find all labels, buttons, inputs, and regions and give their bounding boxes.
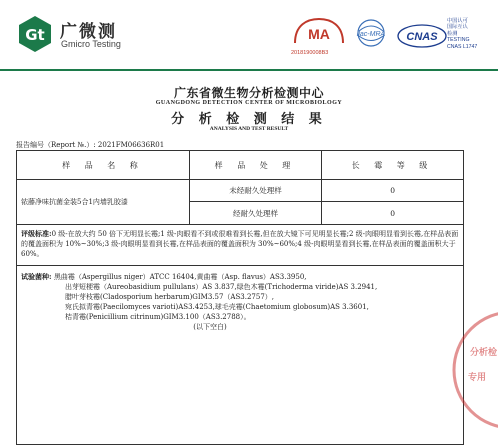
gmicro-logo-icon bbox=[16, 15, 54, 53]
cnas-side-text: 中国认可 国际互认 检测 TESTING CNAS L1747 bbox=[447, 18, 478, 50]
treatment-durable: 经耐久处理样 bbox=[232, 208, 278, 218]
test-strains-label: 试验菌种: bbox=[21, 272, 52, 281]
result-table bbox=[16, 150, 464, 445]
treatment-column bbox=[190, 180, 322, 224]
report-number: 报告编号（Report №.）: 2021FM06636R01 bbox=[16, 141, 165, 149]
header-mold-grade: 长 霉 等 级 bbox=[351, 160, 434, 170]
svg-text:ilac-MRA: ilac-MRA bbox=[356, 31, 386, 38]
ilac-mra-logo-icon bbox=[349, 17, 393, 57]
grading-criteria-label: 评级标准: bbox=[21, 229, 52, 238]
result-title-cn: 分 析 检 测 结 果 bbox=[171, 112, 327, 127]
company-name-cn: 广微测 bbox=[60, 22, 117, 42]
header-divider bbox=[0, 69, 498, 71]
grading-criteria bbox=[17, 225, 463, 266]
strain-line-2: 出芽短梗霉（Aureobasidium pullulans）AS 3.837,绿色木霉(Trichoderma viride)AS 3.2941, bbox=[65, 283, 378, 291]
header-sample-name: 样 品 名 称 bbox=[17, 151, 190, 179]
svg-text:Gt: Gt bbox=[25, 26, 45, 44]
cma-logo-icon bbox=[292, 17, 346, 45]
company-name-en: Gmicro Testing bbox=[61, 39, 121, 49]
grade-column bbox=[321, 180, 463, 224]
strain-line-1: 黑曲霉（Aspergillus niger）ATCC 16404,黄曲霉（Asp. flavus）AS3.3950, bbox=[53, 273, 307, 281]
table-header-row bbox=[17, 151, 463, 180]
svg-text:CNAS: CNAS bbox=[406, 31, 438, 43]
header-treatment: 样 品 处 理 bbox=[190, 151, 322, 179]
strain-line-5: 桔青霉(Penicillium citrinum)GIM3.100（AS3.2788）。 bbox=[65, 313, 251, 321]
strain-line-4: 宛氏拟青霉(Paecilomyces varioti)AS3.4253,球毛壳霉(Chaetomium globosum)AS 3.3601, bbox=[65, 303, 369, 311]
seal-text-2: 专用 bbox=[468, 373, 487, 383]
result-title-en: ANALYSIS AND TEST RESULT bbox=[209, 126, 289, 132]
table-row bbox=[17, 180, 463, 225]
grade-durable: 0 bbox=[390, 208, 396, 218]
test-strains bbox=[17, 266, 463, 444]
cnas-logo-icon bbox=[397, 23, 447, 49]
grading-criteria-text: 0 级-在放大约 50 倍下无明显长霉;1 级-肉眼看不到或很难看到长霉,但在放大镜下可见明显长霉;2 级-肉眼明显看到长霉,在样品表面的覆盖面积为 10%~30%;3 级-肉眼明显看到长霉,在样品表面的覆盖面积为 30%~60%;4 级-肉眼明显看到长霉,在样品表面的覆盖面积大于 60%。 bbox=[21, 230, 459, 258]
seal-text-1: 分析检 bbox=[470, 348, 498, 358]
svg-text:MA: MA bbox=[308, 26, 330, 42]
treatment-untreated: 未经耐久处理样 bbox=[190, 180, 322, 202]
sample-name: 铱藤净味抗菌金装5合1内墙乳胶漆 bbox=[17, 180, 190, 224]
strain-line-3: 腊叶芽枝霉(Cladosporium herbarum)GIM3.57（AS3.2757）, bbox=[65, 293, 274, 301]
end-blank-note: (以下空白) bbox=[193, 323, 227, 331]
cma-number: 2018190008B3 bbox=[291, 50, 329, 56]
grade-untreated: 0 bbox=[322, 180, 463, 202]
center-title-cn: 广东省微生物分析检测中心 bbox=[173, 86, 324, 100]
center-title-en: GUANGDONG DETECTION CENTER OF MICROBIOLOGY bbox=[155, 100, 343, 106]
